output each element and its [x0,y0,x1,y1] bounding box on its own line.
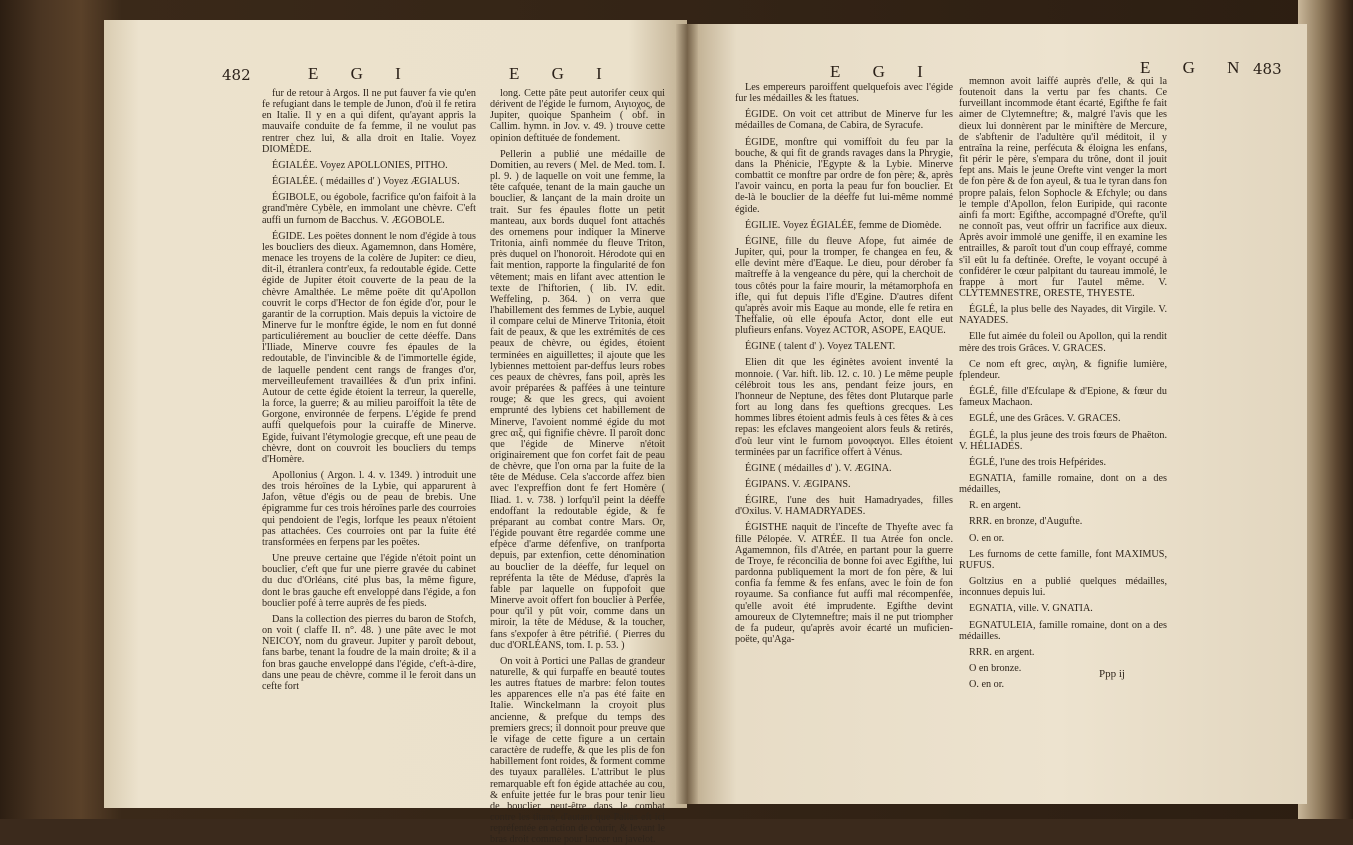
paragraph: ÉGILIE. Voyez ÉGIALÉE, femme de Diomède. [745,219,942,231]
left-page-column-1 [262,88,476,793]
paragraph: memnon avoit laiffé auprès d'elle, & qui la foutenoit dans la vertu par fes chants. Ce furveillant incommode étant écarté, Egifthe fe fait aimer de Clytemneftre; &, malgré l'avis que les dieux lui donnèrent par le miniftère de Mercure, de s'abftenir de l'adultère qu'il méditoit, il y entraîna la reine, perfécuta & éloigna les enfans, fit périr le père, s'empara du trône, dont il jouit fept ans. Mais le jeune Orefte vint venger la mort de fon père & de fon ayeul, & tua le tyran dans fon propre palais, felon Sophocle & Efchyle; ou dans le temple d'Apollon, felon Euripide, qui raconte ainfi fa mort: Egifthe, accompagné d'Orefte, qu'il ne connoît pas, veut offrir un facrifice aux dieux. Après avoir immolé une geniffe, il en examine les entrailles, & paroît tout d'un coup effrayé, comme s'il eût lu fa deftinée. Orefte, le voyant occupé à confidérer le cœur palpitant du taureau immolé, le frappe à mort fur l'autel même. V. CLYTEMNESTRE, ORESTE, THYESTE. [959,76,1167,299]
right-page-column-1 [735,82,953,794]
paragraph: On voit à Portici une Pallas de grandeur naturelle, & qui furpaffe en beauté toutes les autres ftatues de marbre: felon toutes les apparences elle n'a pas été faite en Italie. Winckelmann la croyoit plus ancienne, & prefque du temps des premiers grecs; il donnoit pour preuve que le vifage de cette figure a un certain caractère de rudeffe, & que les plis de fon habillement font roides, & forment comme des tuyaux parallèles. L'attribut le plus remarquable eft fon égide attachée au cou, & enfuite jettée fur le bras pour tenir lieu de bouclier, peut-être dans le combat contre les titans, d'autant que Pallas eft ici repréfentée en action de courir, & levant le bras droit comme pour lancer un javelot. [490,655,665,845]
paragraph: O. en or. [969,679,1005,691]
paragraph: ÉGLÉ, la plus belle des Nayades, dit Virgile. V. NAYADES. [959,304,1167,327]
paragraph: O. en or. [969,532,1005,544]
paragraph: ÉGLÉ, la plus jeune des trois fœurs de Phaëton. V. HÉLIADES. [959,429,1167,452]
paragraph: ÉGINE ( talent d' ). Voyez TALENT. [745,341,896,353]
paragraph: Apollonius ( Argon. l. 4. v. 1349. ) introduit une des trois héroïnes de la Lybie, qui apparurent à Jafon, vêtue d'égis ou de peau de brebis. Une épigramme fur ces trois héroïnes parle des courroies qui pendoient de l'egis, lorfque les peaux n'étoient pas attachées. Ces courroies ont par la fuite été transformées en ferpens par les poëtes. [262,470,476,548]
paragraph: ÉGIALÉE. ( médailles d' ) Voyez ÆGIALUS. [272,176,460,188]
paragraph: ÉGIRE, l'une des huit Hamadryades, filles d'Oxilus. V. HAMADRYADES. [735,495,953,518]
paragraph: EGNATULEIA, famille romaine, dont on a des médailles. [959,619,1167,642]
running-head-right-col2: E G N [1140,58,1254,77]
signature-mark: Ppp ij [1099,668,1125,680]
paragraph: ÉGINE, fille du fleuve Afope, fut aimée de Jupiter, qui, pour la tromper, fe changea en feu, & elle devint mère d'Eaque. Le dieu, pour dérober fa maîtreffe à la vengeance du père, qui la cherchoit de tous côtés pour la faire mourir, la métamorphofa en ifle, qui fut depuis l'ifle d'Egine. D'autres difent qu'après avoir mis Eaque au monde, elle fe retira en Theffalie, où elle époufa Actor, dont elle eut plufieurs enfans. Voyez ACTOR, ASOPE, EAQUE. [735,235,953,337]
paragraph: ÉGIALÉE. Voyez APOLLONIES, PITHO. [272,159,448,171]
right-page-column-2 [959,76,1167,776]
paragraph: Elien dit que les éginètes avoient inventé la monnoie. ( Var. hift. lib. 12. c. 10. ) Le même peuple célébroit tous les ans, pendant feize jours, en l'honneur de Neptune, des fêtes dont Plutarque parle fort au long dans fes queftions grecques. Les hommes libres étoient admis feuls à ces fêtes & à ces repas: les efclaves mangeoient alors feuls & retirés, d'où leur vint le furnom μονοφαγοι. Elles étoient terminées par un facrifice offert à Vénus. [735,357,953,458]
paragraph: ÉGLÉ, l'une des trois Hefpérides. [969,456,1107,468]
paragraph: Ce nom eft grec, αιγλη, & fignifie lumière, fplendeur. [959,358,1167,381]
running-head-left-col1: E G I [308,64,415,83]
paragraph: EGNATIA, ville. V. GNATIA. [969,603,1093,615]
paragraph: RRR. en bronze, d'Augufte. [969,516,1083,528]
paragraph: fur de retour à Argos. Il ne put fauver fa vie qu'en fe refugiant dans le temple de Junon, d'où il fe retira en Italie. Il y en a qui difent, qu'ayant appris la mauvaife conduite de fa femme, il ne voulut pas rentrer chez lui, & alla droit en Italie. Voyez DIOMÈDE. [262,88,476,155]
paragraph: EGLÉ, une des Grâces. V. GRACES. [969,413,1121,425]
page-number-right: 483 [1253,60,1282,78]
paragraph: ÉGIBOLE, ou égobole, facrifice qu'on faifoit à la grand'mère Cybèle, en immolant une chèvre. C'eft auffi un furnom de Bacchus. V. ÆGOBOLE. [262,192,476,226]
paragraph: Pellerin a publié une médaille de Domitien, au revers ( Mel. de Med. tom. I. pl. 9. ) de laquelle on voit une femme, la tête cafquée, tenant de la main gauche un bouclier, & lançant de la main droite un trait. Sur fes épaules flotte un petit manteau, aux bords duquel font attachés des ornemens pour indiquer la Minerve Tritonia, ainfi nommée du fleuve Triton, près duquel on l'honoroit. Hérodote qui en fait mention, rapporte la fingularité de fon vêtement; mais en lifant avec attention le texte de l'hiftorien, ( lib. IV. edit. Weffeling, p. 364. ) on verra que l'habillement des femmes de Lybie, auquel il compare celui de Minerve Tritonia, étoit fait de peaux, & que les extrémités de ces peaux de chèvre, ou égides, étoient terminées en aiguillettes; il ajoute que les lybiennes mettoient par-deffus leurs robes ces peaux de chèvres, fans poil, après les avoir préparées & paffées à une teinture rouge; & que les grecs, qui avoient emprunté des lybiens cet habillement de Minerve, l'avoient nommé égide du mot grec αιξ, qui fignifie chèvre. Il paroît donc que l'égide de Minerve n'étoit originairement que fon corfet fait de peau de chèvre, que l'on orna par la fuite de la tête de Méduse. Cela s'accorde affez bien avec l'expreffion dont fe fert Homère ( Iliad. 1. v. 738. ) lorfqu'il peint la déeffe endoffant la redoutable égide, & fe préparant au combat contre Mars. Or, l'égide pouvant être regardée comme une efpèce d'arme défenfive, on tranfporta depuis, par extenfion, cette dénomination au bouclier de la déeffe, fur lequel on repréfenta la tête de Méduse, d'après la fable par laquelle on fuppofoit que Minerve avoit offert fon bouclier à Perfée, pour qu'il y pût voir, comme dans un miroir, la tête de Méduse, & la toucher, fans s'expofer à être pétrifié. ( Pierres du duc d'ORLÉANS, tom. I. p. 53. ) [490,148,665,651]
paragraph: ÉGIPANS. V. ÆGIPANS. [745,479,851,490]
paragraph: Les empereurs paroiffent quelquefois avec l'égide fur les médailles & les ftatues. [735,82,953,105]
paragraph: EGNATIA, famille romaine, dont on a des médailles, [959,473,1167,496]
running-head-left-col2: E G I [509,64,616,83]
paragraph: RRR. en argent. [969,646,1035,658]
paragraph: ÉGINE ( médailles d' ). V. ÆGINA. [745,462,892,474]
paragraph: long. Cette pâte peut autorifer ceux qui dérivent de l'égide le furnom, Αιγιοχος, de Jupiter, quoique Spanheim ( obf. in Callim. hymn. in Jov. v. 49. ) trouve cette opinion deftituée de fondement. [490,88,665,144]
paragraph: Dans la collection des pierres du baron de Stofch, on voit ( claffe II. n°. 48. ) une pâte avec le mot NEICOY, nom du graveur. Jupiter y paroît debout, fans barbe, tenant la foudre de la main droite; & il a fon bras gauche enveloppé dans l'égide, c'eft-à-dire, dans une peau de chèvre, comme il le feroit dans un cefte fort [262,613,476,692]
paragraph: ÉGISTHE naquit de l'incefte de Thyefte avec fa fille Pélopée. V. ATRÉE. Il tua Atrée fon oncle. Agamemnon, fils d'Atrée, en partant pour la guerre de Troye, fe réconcilia de bonne foi avec Egifthe, lui pardonna publiquement la mort de fon père, & lui confia fa femme & fes enfans, avec le foin de fon royaume. Sa confiance fut auffi mal récompenfée, qu'elle avoit été imprudente. Egifthe devint amoureux de Clytemneftre; mais il ne put triompher de fa pudeur, qu'après avoir écarté un muficien-poëte, qu'Aga- [735,522,953,646]
book-gutter [676,24,698,804]
paragraph: ÉGIDE. Les poëtes donnent le nom d'égide à tous les boucliers des dieux. Agamemnon, dans Homère, menace les troyens de la colère de Jupiter: ce dieu, dit-il, étranlera contr'eux, fa redoutable égide. Cette égide de Jupiter étoit couverte de la peau de la chèvre Amalthée. Le même poëte dit qu'Apollon couvrit le corps d'Hector de fon égide d'or, pour le garantir de la corruption. Mais depuis la victoire de Minerve fur le monftre égide, le nom en fut donné particuliérement au bouclier de cette déeffe. Dans l'Iliade, Minerve couvre fes épaules de la redoutable, de l'invincible & de l'immortelle égide, de laquelle pendent cent rangs de franges d'or, merveilleufement travaillées & d'un prix infini. Autour de cette égide étoient la terreur, la querelle, la force, la guerre; & au milieu paroiffoit la tête de Gorgone, environnée de ferpens. L'égide fe prend auffi quelquefois pour la cuiraffe de Minerve. Egide, fuivant l'étymologie grecque, eft une peau de chèvre, dont on couvroit les boucliers du temps d'Homère. [262,230,476,465]
paragraph: ÉGLÉ, fille d'Efculape & d'Epione, & fœur du fameux Machaon. [959,386,1167,409]
paragraph: Les furnoms de cette famille, font MAXIMUS, RUFUS. [959,548,1167,571]
paragraph: O en bronze. [969,663,1022,675]
page-number-left: 482 [222,66,251,84]
paragraph: R. en argent. [969,500,1021,512]
right-page [687,24,1307,804]
paragraph: Une preuve certaine que l'égide n'étoit point un bouclier, c'eft que fur une pierre gravée du cabinet du duc d'Orléans, cité plus bas, la même figure, dont le bras gauche eft enveloppé dans l'égide, a fon bouclier pofé à terre auprès de fes pieds. [262,553,476,609]
paragraph: ÉGIDE, monftre qui vomiffoit du feu par la bouche, & qui fit de grands ravages dans la Phrygie, dans la Phénicie, l'Egypte & la Lybie. Minerve combattit ce monftre par ordre de fon père; &, après l'avoir vaincu, en porta la peau fur fon bouclier. Et de-là le bouclier de la déeffe fut lui-même nommé égide. [735,136,953,215]
paragraph: Elle fut aimée du foleil ou Apollon, qui la rendit mère des trois Grâces. V. GRACES. [959,331,1167,354]
running-head-right-col1: E G I [830,62,937,81]
left-page [104,20,687,845]
paragraph: ÉGIDE. On voit cet attribut de Minerve fur les médailles de Comana, de Cabira, de Syracufe. [735,109,953,132]
left-page-column-2 [490,88,665,845]
paragraph: Goltzius en a publié quelques médailles, inconnues depuis lui. [959,576,1167,599]
